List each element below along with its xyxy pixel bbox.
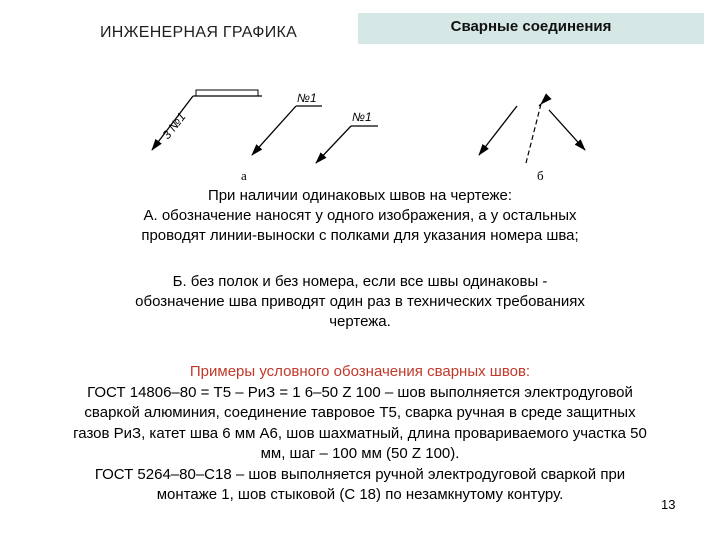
examples-block: [0, 362, 720, 506]
example-line: монтаже 1, шов стыковой (С 18) по незамкнутому контуру.: [156, 486, 564, 503]
leader-line-b2: [526, 104, 541, 163]
weld-label-3: №1: [352, 110, 372, 124]
leader-line-2: [252, 106, 296, 155]
example-line: мм, шаг – 100 мм (50 Z 100).: [260, 445, 460, 462]
figure-b: [479, 104, 585, 183]
paragraph-variant-b: [0, 272, 720, 332]
paragraph-variant-a: [0, 186, 720, 246]
page-number: 13: [661, 497, 676, 512]
leader-line-b4: [549, 110, 585, 150]
example-line: газов РиЗ, катет шва 6 мм А6, шов шахматный, длина провариваемого участка 50: [73, 424, 647, 442]
example-line: сваркой алюминия, соединение тавровое Т5, сварка ручная в среде защитных: [84, 404, 636, 421]
leader-line-b1: [479, 106, 517, 155]
leader-line-3: [316, 126, 351, 163]
course-title: ИНЖЕНЕРНАЯ ГРАФИКА: [100, 24, 298, 41]
para2-line: чертежа.: [329, 313, 391, 330]
para1-line: При наличии одинаковых швов на чертеже:: [207, 187, 513, 204]
weld-notation-diagram: [0, 0, 720, 190]
para1-line: проводят линии-выноски с полками для указания номера шва;: [141, 227, 579, 244]
para1-line: А. обозначение наносят у одного изображения, а у остальных: [143, 207, 577, 224]
examples-heading: Примеры условного обозначения сварных швов:: [189, 363, 531, 380]
slide-title: Сварные соединения: [358, 13, 704, 44]
figure-label-b: б: [537, 168, 544, 183]
weld-symbol-rect: [196, 90, 258, 96]
figure-label-a: а: [241, 168, 247, 183]
para2-line: обозначение шва приводят один раз в технических требованиях: [135, 293, 585, 310]
figure-a: [152, 90, 378, 183]
example-line: ГОСТ 5264–80–С18 – шов выполняется ручной электродуговой сваркой при: [94, 465, 626, 483]
example-line: ГОСТ 14806–80 = Т5 – РиЗ = 1 6–50 Z 100 – шов выполняется электродуговой: [87, 383, 633, 401]
para2-line: Б. без полок и без номера, если все швы одинаковы -: [172, 273, 548, 290]
weld-label-1: 3 №1: [159, 109, 189, 142]
weld-label-2: №1: [297, 91, 317, 105]
